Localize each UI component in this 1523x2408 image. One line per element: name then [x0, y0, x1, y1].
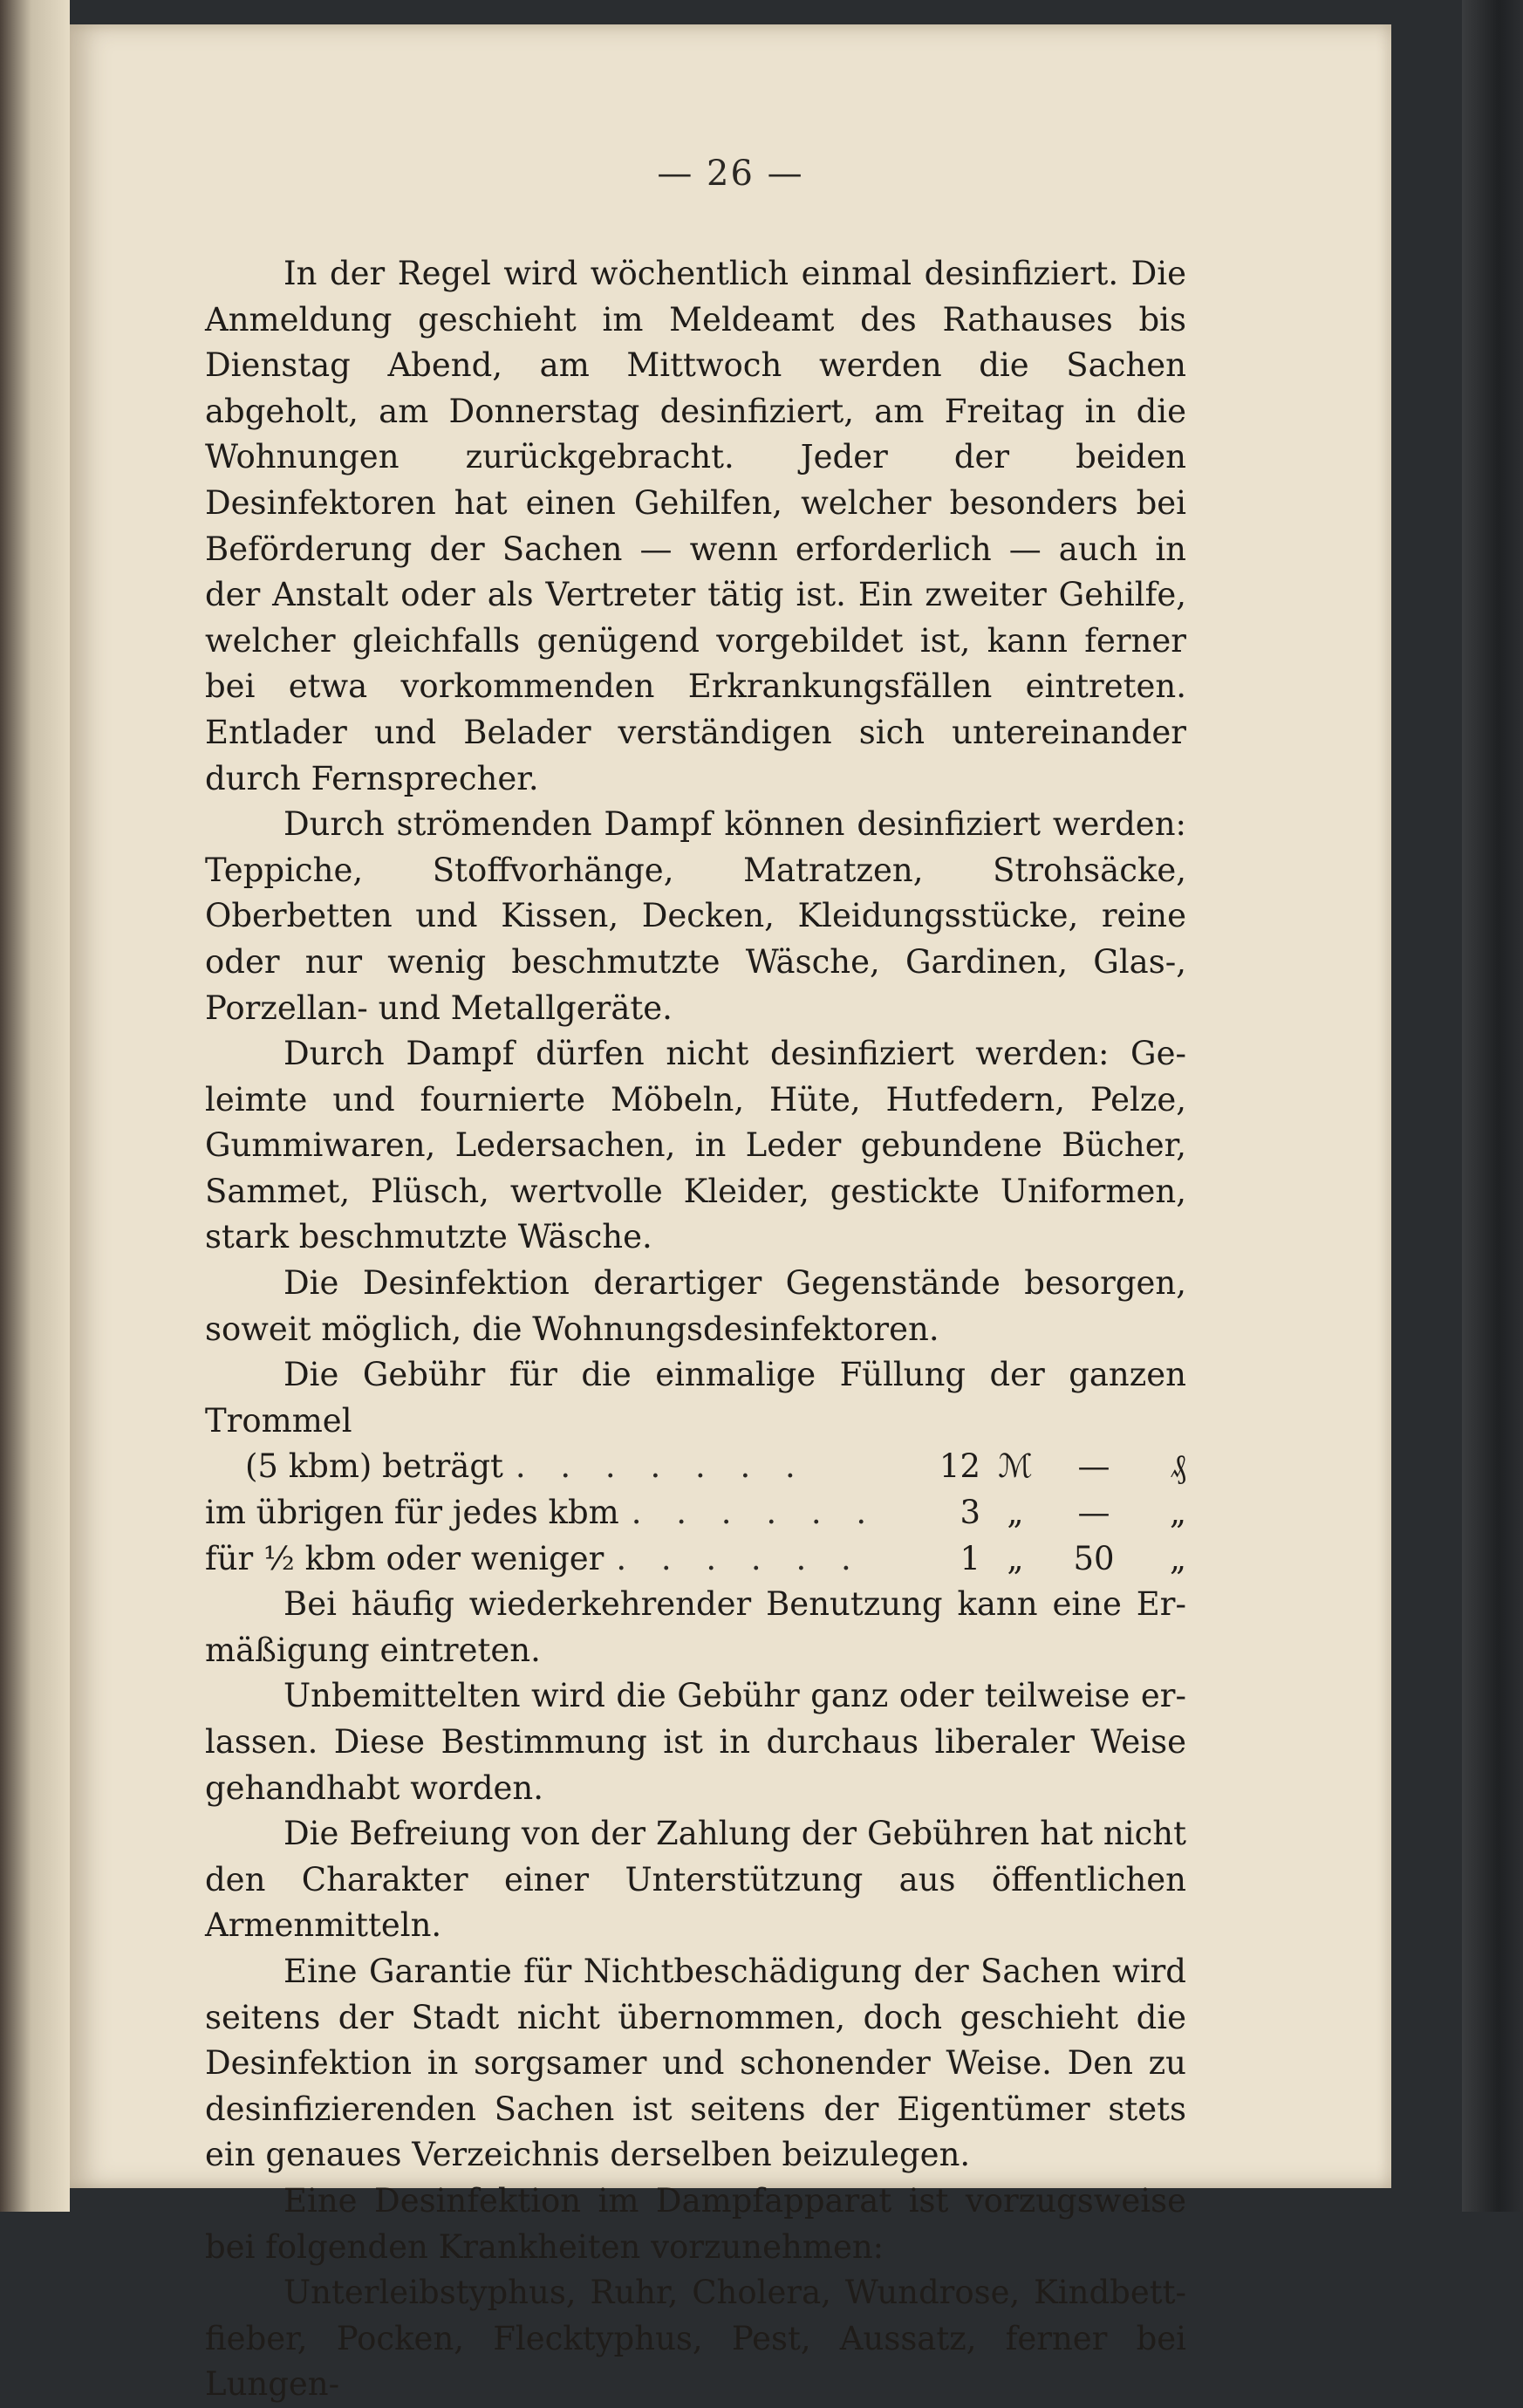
fee-mark-unit: „ — [1007, 1494, 1024, 1532]
fee-row — [205, 1490, 1186, 1536]
fee-pfennig-unit: „ — [1169, 1494, 1186, 1532]
fee-mark-unit: ℳ — [998, 1447, 1033, 1486]
book-binding-shadow — [0, 0, 70, 2212]
fee-label: (5 kbm) beträgt — [245, 1447, 503, 1486]
fee-mark-value: 12 — [939, 1447, 980, 1486]
fee-pfennig-value: — — [1077, 1494, 1110, 1532]
paragraph-waiver: Unbemittelten wird die Gebühr ganz oder teilweise erlassen. Diese Bestimmung ist in durchaus liberaler Weise gehandhabt worden. — [205, 1677, 1186, 1807]
page-body — [205, 251, 1186, 2408]
paragraph-diseases-list: Unterleibstyphus, Ruhr, Cholera, Wundrose, Kindbettfieber, Pocken, Flecktyphus, Pest, Aussatz, ferner bei Lungen- — [205, 2274, 1186, 2404]
fee-row — [205, 1444, 1186, 1490]
paragraph-reduction: Bei häufig wiederkehrender Benutzung kann eine Ermäßigung eintreten. — [205, 1585, 1186, 1669]
paragraph-exemption: Die Befreiung von der Zahlung der Gebühren hat nicht den Charakter einer Unterstützung aus öffentlichen Armenmitteln. — [205, 1815, 1186, 1945]
fee-pfennig-unit: ₰ — [1170, 1447, 1186, 1486]
fee-table — [205, 1352, 1186, 1582]
paragraph-home-disinfection: Die Desinfektion derartiger Gegenstände besorgen, soweit möglich, die Wohnungsdesinfektoren. — [205, 1264, 1186, 1348]
fee-mark-unit: „ — [1007, 1539, 1024, 1577]
fee-leader: . . . . . . — [616, 1539, 864, 1577]
page-number: — 26 — — [657, 154, 804, 194]
fee-pfennig-unit: „ — [1169, 1539, 1186, 1577]
fee-row — [205, 1536, 1186, 1583]
book-page — [70, 24, 1391, 2404]
paragraph-schedule: In der Regel wird wöchentlich einmal desinfiziert. Die Anmeldung geschieht im Meldeamt des Rathauses bis Dienstag Abend, am Mittwoch werden die Sachen abgeholt, am Donnerstag desinfiziert, am Freitag in die Wohnungen zurückgebracht. Jeder der beiden Desinfektoren hat einen Gehilfen, welcher besonders bei Beförderung der Sachen — wenn erforderlich — auch in der Anstalt oder als Vertreter tätig ist. Ein zweiter Gehilfe, welcher gleichfalls genügend vorgebildet ist, kann ferner bei etwa vorkommenden Erkrankungsfällen eintreten. Entlader und Belader verständigen sich untereinander durch Fernsprecher. — [205, 255, 1186, 797]
fee-leader: . . . . . . . — [515, 1447, 808, 1486]
fee-mark-value: 1 — [960, 1539, 980, 1577]
fee-mark-value: 3 — [960, 1494, 980, 1532]
paragraph-diseases-intro: Eine Desinfektion im Dampfapparat ist vorzugsweise bei folgenden Krankheiten vorzunehmen: — [205, 2181, 1186, 2266]
fee-intro: Die Gebühr für die einmalige Füllung der ganzen Trommel — [205, 1356, 1186, 1440]
fee-pfennig-value: 50 — [1073, 1539, 1115, 1577]
paragraph-steam-allowed: Durch strömenden Dampf können desinfiziert werden: Teppiche, Stoffvorhänge, Matratzen, Strohsäcke, Oberbetten und Kissen, Decken, Kleidungsstücke, reine oder nur wenig beschmutzte Wäsche, Gardinen, Glas-, Porzellan- und Metallgeräte. — [205, 805, 1186, 1027]
paragraph-guarantee: Eine Garantie für Nichtbeschädigung der Sachen wird seitens der Stadt nicht übernommen, doch geschieht die Desinfektion in sorgsamer und schonender Weise. Den zu desinfizierenden Sachen ist seitens der Eigentümer stets ein genaues Verzeichnis derselben beizulegen. — [205, 1952, 1186, 2174]
book-cover-edge — [1462, 0, 1523, 2212]
paragraph-steam-forbidden: Durch Dampf dürfen nicht desinfiziert werden: Geleimte und fournierte Möbeln, Hüte, Hutfedern, Pelze, Gummiwaren, Ledersachen, in Leder gebundene Bücher, Sammet, Plüsch, wertvolle Kleider, gestickte Uniformen, stark beschmutzte Wäsche. — [205, 1035, 1186, 1256]
fee-leader: . . . . . . — [631, 1494, 879, 1532]
fee-label: im übrigen für jedes kbm — [205, 1494, 619, 1532]
fee-pfennig-value: — — [1077, 1447, 1110, 1486]
fee-label: für ½ kbm oder weniger — [205, 1539, 604, 1577]
